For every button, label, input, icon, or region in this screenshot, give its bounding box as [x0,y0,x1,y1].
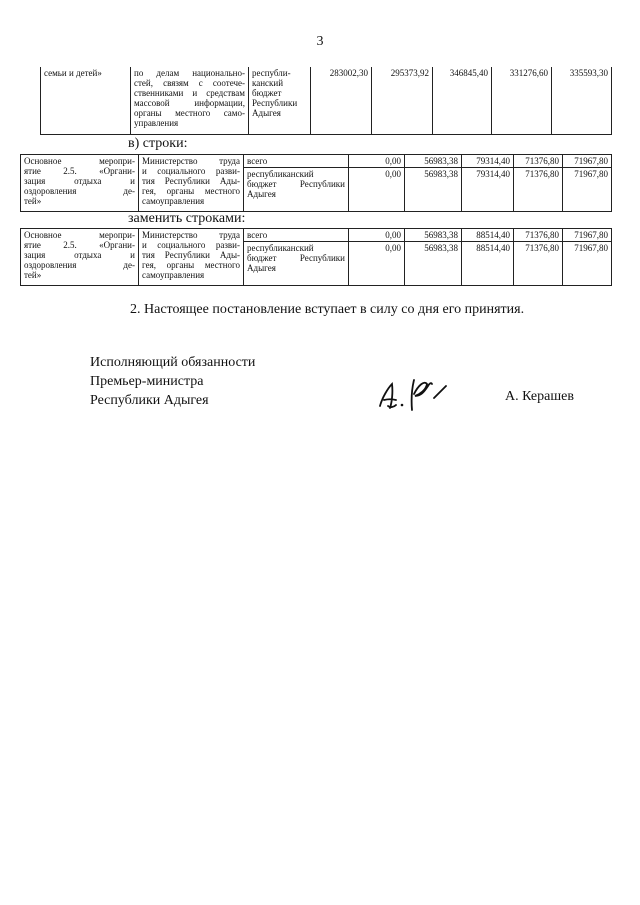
row-label: семьи и детей» [41,67,131,134]
value-cell: 88514,40 [462,229,514,242]
value-cell: 56983,38 [405,155,462,168]
value-cell: 71376,80 [514,229,563,242]
value-cell: 0,00 [349,168,405,212]
source-total-cell: всего [244,229,349,242]
measure-cell: Основное меропри- ятие 2.5. «Органи- зация отдыха и оздоровления де- тей» [21,155,139,212]
measure-cell: Основное меропри- ятие 2.5. «Органи- зация отдыха и оздоровления де- тей» [21,229,139,286]
value-cell: 0,00 [349,155,405,168]
page-number: 3 [316,34,324,49]
continuation-table [40,67,612,135]
responsible-cell: по делам национально- стей, связям с соотече- ственниками и средствам массовой информации, органы местного само- управления [131,67,249,134]
value-cell: 56983,38 [405,229,462,242]
value-cell: 71967,80 [563,229,612,242]
value-cell: 79314,40 [462,155,514,168]
new-rows-table [20,228,612,286]
value-cell: 0,00 [349,242,405,286]
value-cell: 56983,38 [405,242,462,286]
value-cell: 283002,30 [311,67,372,134]
old-rows-table [20,154,612,212]
label-old-rows: в) строки: [128,136,188,151]
source-total-cell: всего [244,155,349,168]
source-budget-cell: республиканский бюджет Республики Адыгея [244,168,349,212]
value-cell: 56983,38 [405,168,462,212]
source-cell: республи- канский бюджет Республики Адыгея [249,67,311,134]
closing-paragraph: 2. Настоящее постановление вступает в силу со дня его принятия. [130,302,525,317]
label-new-rows: заменить строками: [128,211,246,226]
value-cell: 71967,80 [563,155,612,168]
value-cell: 71967,80 [563,242,612,286]
responsible-cell: Министерство труда и социального разви- тия Республики Ады- гея, органы местного самоуправления [139,155,244,212]
responsible-cell: Министерство труда и социального разви- тия Республики Ады- гея, органы местного самоуправления [139,229,244,286]
signatory-line: Исполняющий обязанности [90,355,256,370]
value-cell: 331276,60 [492,67,552,134]
signer-name: А. Керашев [505,389,574,404]
source-budget-cell: республиканский бюджет Республики Адыгея [244,242,349,286]
value-cell: 79314,40 [462,168,514,212]
value-cell: 71967,80 [563,168,612,212]
value-cell: 71376,80 [514,155,563,168]
handwritten-signature [374,372,464,414]
value-cell: 335593,30 [552,67,612,134]
signatory-line: Премьер-министра [90,374,204,389]
value-cell: 88514,40 [462,242,514,286]
signatory-title [90,353,255,410]
signatory-line: Республики Адыгея [90,393,209,408]
value-cell: 346845,40 [433,67,492,134]
value-cell: 71376,80 [514,168,563,212]
value-cell: 295373,92 [372,67,433,134]
value-cell: 71376,80 [514,242,563,286]
value-cell: 0,00 [349,229,405,242]
